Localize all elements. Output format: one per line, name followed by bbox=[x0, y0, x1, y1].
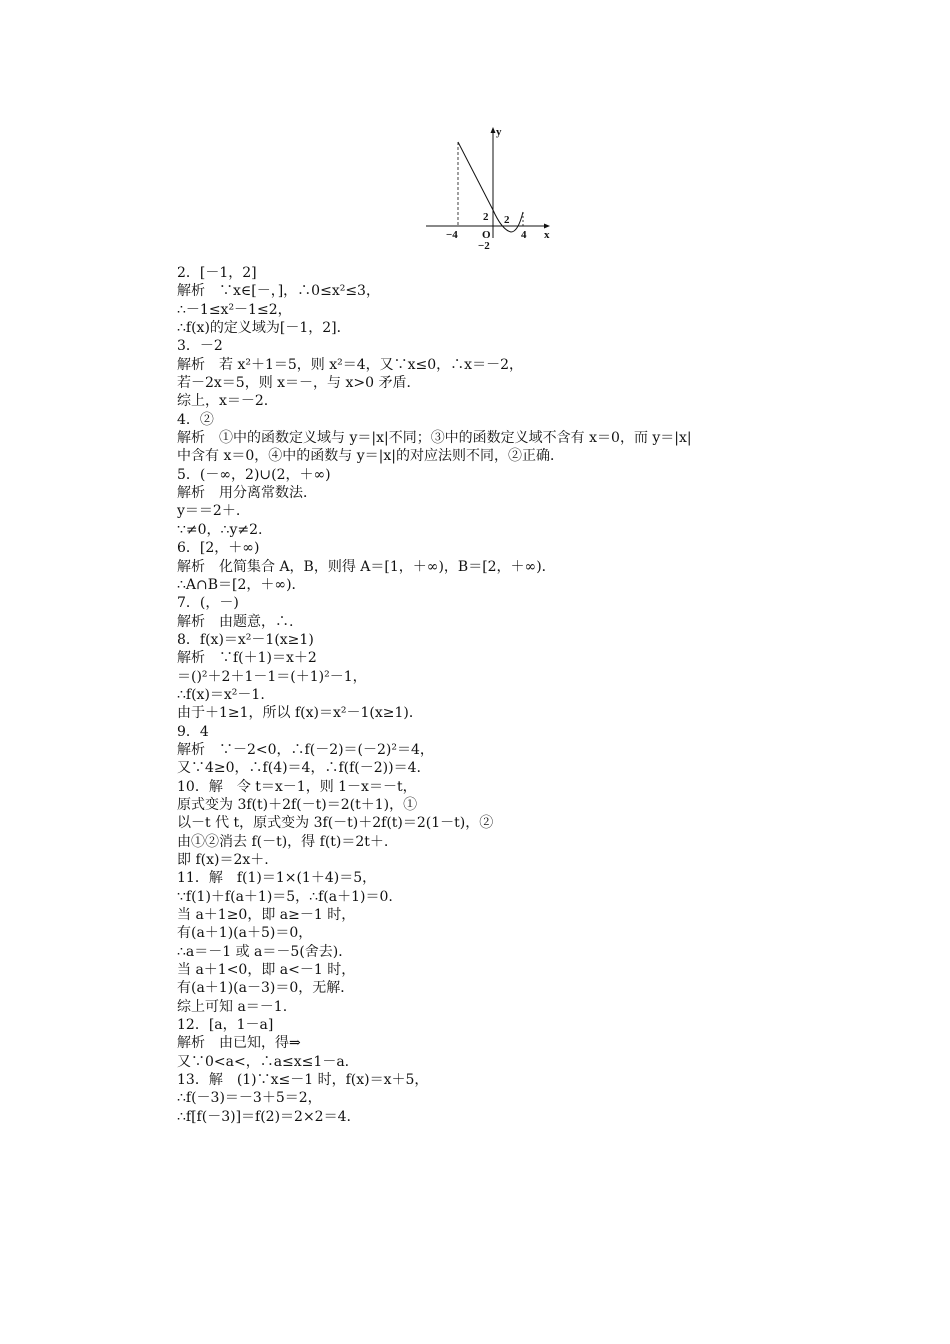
function-graph bbox=[420, 122, 560, 252]
text-line: ∴－1≤x²－1≤2， bbox=[177, 301, 292, 318]
text-line: ∴f(x)＝x²－1. bbox=[177, 686, 265, 703]
text-line: 10．解 令 t＝x－1，则 1－x＝－t， bbox=[177, 778, 417, 795]
text-line: 又∵0<a<，∴a≤x≤1－a. bbox=[177, 1053, 350, 1070]
function-graph-svg bbox=[420, 122, 560, 252]
text-line: 解析 若 x²＋1＝5，则 x²＝4，又∵x≤0，∴x＝－2， bbox=[177, 356, 523, 373]
text-line: 12．[a，1－a] bbox=[177, 1017, 274, 1034]
text-line: 即 f(x)＝2x＋. bbox=[177, 852, 269, 868]
text-line: 解析 ∵－2<0，∴f(－2)＝(－2)²＝4， bbox=[177, 741, 434, 758]
text-line: 有(a＋1)(a－3)＝0，无解． bbox=[177, 980, 355, 997]
text-line: 解析 用分离常数法． bbox=[177, 485, 317, 502]
text-line: ∴f(－3)＝－3＋5＝2， bbox=[177, 1090, 322, 1107]
tick-label-neg4: −4 bbox=[446, 229, 458, 241]
text-line: 解析 由题意，∴. bbox=[177, 613, 294, 630]
text-line: 若－2x＝5，则 x＝－，与 x>0 矛盾． bbox=[177, 375, 421, 392]
text-line: 有(a＋1)(a＋5)＝0， bbox=[177, 925, 313, 942]
tick-label-2-y: 2 bbox=[483, 211, 489, 223]
y-axis-label: y bbox=[496, 126, 502, 138]
text-line: 解析 ∵f(＋1)＝x＋2 bbox=[177, 650, 317, 667]
text-line: ∴a＝－1 或 a＝－5(舍去)． bbox=[177, 943, 353, 960]
text-line: 5．(－∞，2)∪(2，＋∞) bbox=[177, 466, 331, 483]
text-line: 解析 ∵x∈[－，]，∴0≤x²≤3， bbox=[177, 283, 380, 300]
text-line: 7．(，－) bbox=[177, 595, 239, 612]
graph-line-branch bbox=[458, 142, 493, 210]
text-line: ∵f(1)＋f(a＋1)＝5，∴f(a＋1)＝0. bbox=[177, 888, 393, 905]
solution-text bbox=[177, 264, 817, 1126]
text-line: 综上，x＝－2. bbox=[177, 393, 269, 410]
text-line: ∴f(x)的定义域为[－1，2]． bbox=[177, 320, 351, 337]
text-line: ＝()²＋2＋1－1＝(＋1)²－1， bbox=[177, 668, 367, 685]
text-line: ∵≠0，∴y≠2. bbox=[177, 521, 263, 538]
text-line: 综上可知 a＝－1. bbox=[177, 998, 288, 1015]
text-line: 4．② bbox=[177, 411, 214, 428]
text-line: 解析 由已知，得⇒ bbox=[177, 1035, 301, 1052]
text-line: 由于＋1≥1，所以 f(x)＝x²－1(x≥1)． bbox=[177, 705, 423, 722]
text-line: 中含有 x＝0，④中的函数与 y＝|x|的对应法则不同，②正确． bbox=[177, 448, 564, 465]
text-line: 以－t 代 t，原式变为 3f(－t)＋2f(t)＝2(1－t)，② bbox=[177, 815, 494, 832]
text-line: ∴A∩B＝[2，＋∞)． bbox=[177, 576, 306, 593]
text-line: 11．解 f(1)＝1×(1＋4)＝5， bbox=[177, 870, 377, 887]
text-line: 解析 ①中的函数定义域与 y＝|x|不同；③中的函数定义域不含有 x＝0，而 y＝|x| bbox=[177, 430, 692, 447]
tick-label-2-x: 2 bbox=[504, 214, 510, 226]
text-line: 8．f(x)＝x²－1(x≥1) bbox=[177, 631, 314, 648]
text-line: 2．[－1，2] bbox=[177, 265, 257, 281]
tick-label-neg2: −2 bbox=[478, 240, 490, 252]
text-line: 解析 化简集合 A，B，则得 A＝[1，＋∞)，B＝[2，＋∞)． bbox=[177, 558, 556, 575]
text-line: ∴f[f(－3)]＝f(2)＝2×2＝4. bbox=[177, 1108, 351, 1125]
text-line: 由①②消去 f(－t)，得 f(t)＝2t＋. bbox=[177, 833, 389, 850]
x-axis-arrow-icon bbox=[544, 224, 550, 229]
y-axis-arrow-icon bbox=[491, 127, 496, 133]
text-line: 13．解 (1)∵x≤－1 时，f(x)＝x＋5， bbox=[177, 1072, 429, 1089]
text-line: 又∵4≥0，∴f(4)＝4，∴f(f(－2))＝4. bbox=[177, 760, 421, 777]
text-line: 当 a＋1<0，即 a<－1 时， bbox=[177, 962, 356, 979]
origin-label: O bbox=[482, 229, 491, 241]
text-line: 3．－2 bbox=[177, 338, 223, 355]
text-line: 原式变为 3f(t)＋2f(－t)＝2(t＋1)，① bbox=[177, 796, 418, 813]
x-axis-label: x bbox=[544, 229, 550, 241]
text-line: 9．4 bbox=[177, 723, 209, 740]
tick-label-4-x: 4 bbox=[521, 229, 527, 241]
text-line: 当 a＋1≥0，即 a≥－1 时， bbox=[177, 907, 356, 924]
text-line: 6．[2，＋∞) bbox=[177, 540, 260, 557]
text-line: y＝＝2＋. bbox=[177, 503, 241, 520]
